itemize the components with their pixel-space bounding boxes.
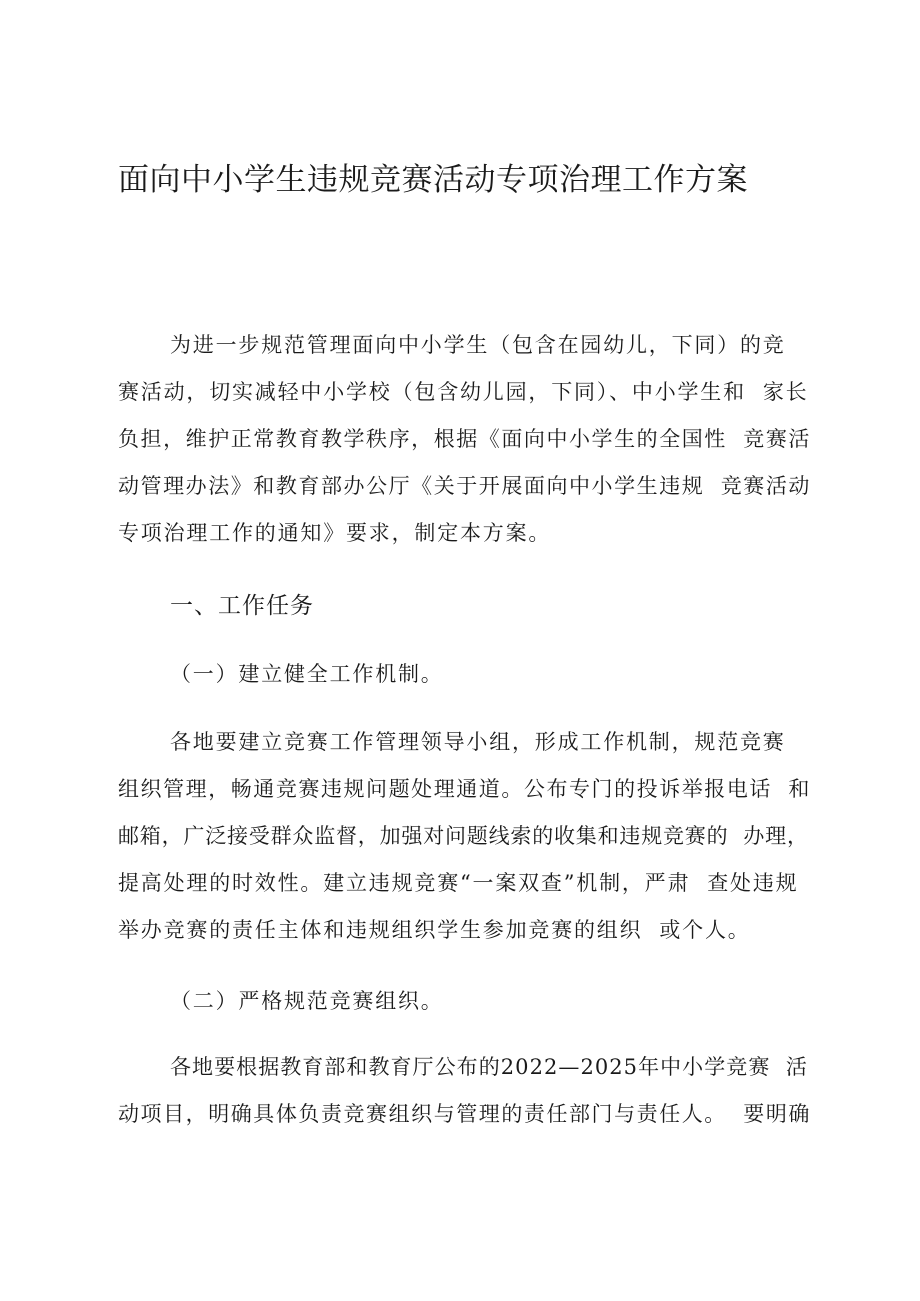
- intro-line: 赛活动，切实减轻中小学校（包含幼儿园，下同）、中小学生和 家长: [118, 380, 809, 404]
- sub2-line: 动项目，明确具体负责竞赛组织与管理的责任部门与责任人。 要明确: [118, 1102, 811, 1126]
- section-heading-work-tasks: 一、工作任务: [170, 593, 314, 619]
- subsection-heading-1: （一）建立健全工作机制。: [170, 662, 444, 686]
- sub1-line: 组织管理，畅通竞赛违规问题处理通道。公布专门的投诉举报电话 和: [118, 777, 811, 801]
- intro-line: 专项治理工作的通知》要求，制定本方案。: [118, 521, 552, 545]
- subsection-heading-2: （二）严格规范竞赛组织。: [170, 989, 444, 1013]
- sub1-line: 各地要建立竞赛工作管理领导小组，形成工作机制，规范竞赛: [170, 730, 786, 754]
- intro-line: 动管理办法》和教育部办公厅《关于开展面向中小学生违规 竞赛活动: [118, 474, 811, 498]
- sub2-line: 各地要根据教育部和教育厅公布的2022—2025年中小学竞赛 活: [170, 1055, 808, 1079]
- intro-line: 为进一步规范管理面向中小学生（包含在园幼儿，下同）的竞: [170, 333, 786, 357]
- intro-line: 负担，维护正常教育教学秩序，根据《面向中小学生的全国性 竞赛活: [118, 427, 811, 451]
- sub1-line: 提高处理的时效性。建立违规竞赛“一案双查”机制，严肃 查处违规: [118, 871, 799, 895]
- sub1-line: 举办竞赛的责任主体和违规组织学生参加竞赛的组织 或个人。: [118, 918, 751, 942]
- sub1-line: 邮箱，广泛接受群众监督，加强对问题线索的收集和违规竞赛的 办理，: [118, 824, 809, 848]
- document-title: 面向中小学生违规竞赛活动专项治理工作方案: [118, 162, 748, 198]
